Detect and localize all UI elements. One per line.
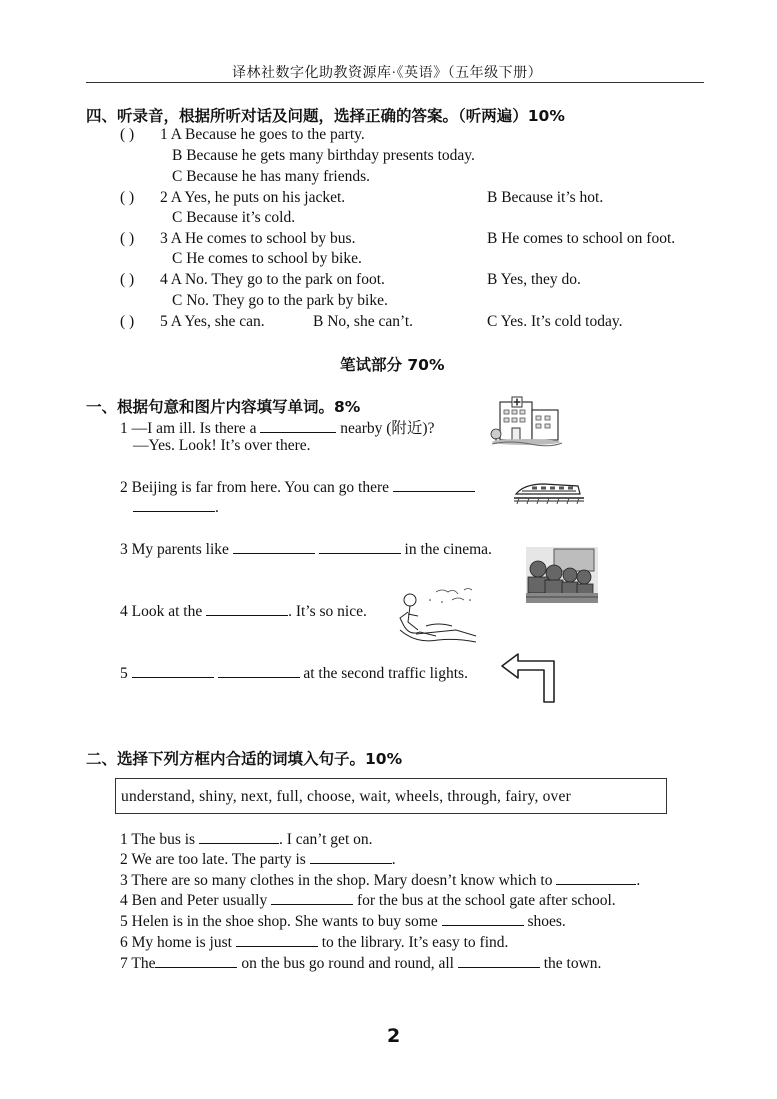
part2-s4-text-a: 4 Ben and Peter usually	[120, 892, 268, 909]
q2-paren: ( )	[120, 189, 135, 206]
q4-option-a: 4 A No. They go to the park on foot.	[160, 271, 385, 288]
q3-paren: ( )	[120, 230, 135, 247]
part2-s7-text-a: 7 The	[120, 955, 156, 972]
q4-paren: ( )	[120, 271, 135, 288]
written-section-title: 笔试部分 70%	[340, 356, 445, 374]
q5-paren: ( )	[120, 313, 135, 330]
q3-option-a: 3 A He comes to school by bus.	[160, 230, 356, 247]
hospital-picture	[490, 396, 564, 448]
part2-s4	[120, 892, 616, 910]
answer-blank[interactable]	[458, 966, 540, 968]
part2-s7-text-b: on the bus go round and round, all	[241, 955, 454, 972]
part2-s3	[120, 872, 640, 890]
answer-blank[interactable]	[218, 676, 300, 678]
q1-option-a: 1 A Because he goes to the party.	[160, 126, 365, 143]
part2-s5-text-a: 5 Helen is in the shoe shop. She wants to buy some	[120, 913, 438, 930]
part1-q1-text-b: nearby (附近)?	[340, 420, 435, 437]
q2-option-b: B Because it’s hot.	[487, 189, 604, 206]
part2-s4-text-b: for the bus at the school gate after school.	[356, 892, 616, 909]
answer-blank[interactable]	[260, 431, 336, 433]
q5-option-c: C Yes. It’s cold today.	[487, 313, 623, 330]
part2-s2	[120, 851, 396, 869]
part2-s7-text-c: the town.	[543, 955, 602, 972]
part2-s2-text-a: 2 We are too late. The party is	[120, 851, 306, 868]
part1-q5-text-a: 5	[120, 665, 128, 682]
part2-s6	[120, 934, 508, 952]
part1-q1-text-a: 1 —I am ill. Is there a	[120, 420, 257, 437]
part1-q5	[120, 665, 468, 683]
part2-s5-text-b: shoes.	[527, 913, 566, 930]
q1-option-b: B Because he gets many birthday presents today.	[172, 147, 475, 164]
part2-s7	[120, 955, 601, 973]
q2-option-a: 2 A Yes, he puts on his jacket.	[160, 189, 346, 206]
answer-blank[interactable]	[155, 966, 237, 968]
part1-q3-text-b: in the cinema.	[404, 541, 492, 558]
answer-blank[interactable]	[132, 676, 214, 678]
part2-s3-text-a: 3 There are so many clothes in the shop. Mary doesn’t know which to	[120, 872, 553, 889]
part2-s5	[120, 913, 566, 931]
q1-option-c: C Because he has many friends.	[172, 168, 370, 185]
part1-q3	[120, 541, 492, 559]
answer-blank[interactable]	[233, 552, 315, 554]
page-number: 2	[387, 1025, 401, 1047]
part1-q4-text-b: . It’s so nice.	[288, 603, 367, 620]
answer-blank[interactable]	[442, 924, 524, 926]
part1-q4-text-a: 4 Look at the	[120, 603, 203, 620]
part2-s6-text-b: to the library. It’s easy to find.	[321, 934, 509, 951]
header-rule	[86, 82, 704, 83]
q3-option-b: B He comes to school on foot.	[487, 230, 676, 247]
part2-title: 二、选择下列方框内合适的词填入句子。10%	[86, 750, 403, 768]
word-bank-words: understand, shiny, next, full, choose, wait, wheels, through, fairy, over	[121, 788, 571, 805]
part2-s3-text-b: .	[636, 872, 641, 889]
part1-q2-text-b: .	[215, 499, 219, 516]
q2-option-c: C Because it’s cold.	[172, 209, 296, 226]
part1-q2-line2	[133, 499, 219, 517]
q1-paren: ( )	[120, 126, 135, 143]
answer-blank[interactable]	[236, 945, 318, 947]
part2-s1	[120, 831, 373, 849]
word-bank-box	[115, 778, 667, 814]
q5-option-b: B No, she can’t.	[313, 313, 414, 330]
answer-blank[interactable]	[133, 510, 215, 512]
train-picture	[514, 478, 584, 506]
answer-blank[interactable]	[271, 903, 353, 905]
part2-s1-text-a: 1 The bus is	[120, 831, 196, 848]
turn-left-arrow-icon	[500, 652, 560, 704]
listening-section-title: 四、听录音，根据所听对话及问题，选择正确的答案。（听两遍）10%	[86, 107, 565, 125]
answer-blank[interactable]	[310, 862, 392, 864]
answer-blank[interactable]	[556, 883, 636, 885]
part1-q5-text-b: at the second traffic lights.	[303, 665, 468, 682]
part1-title: 一、根据句意和图片内容填写单词。8%	[86, 398, 361, 416]
part2-s6-text-a: 6 My home is just	[120, 934, 232, 951]
answer-blank[interactable]	[393, 490, 475, 492]
part1-q1-line2: —Yes. Look! It’s over there.	[133, 437, 311, 454]
answer-blank[interactable]	[206, 614, 288, 616]
part1-q2-line1	[120, 479, 475, 497]
part2-s2-text-b: .	[391, 851, 396, 868]
q4-option-b: B Yes, they do.	[487, 271, 581, 288]
q4-option-c: C No. They go to the park by bike.	[172, 292, 388, 309]
sunset-scene-picture	[396, 586, 480, 648]
part1-q2-text-a: 2 Beijing is far from here. You can go there	[120, 479, 390, 496]
answer-blank[interactable]	[319, 552, 401, 554]
answer-blank[interactable]	[199, 842, 279, 844]
part2-s1-text-b: . I can’t get on.	[278, 831, 373, 848]
q3-option-c: C He comes to school by bike.	[172, 250, 362, 267]
cinema-picture	[526, 547, 598, 603]
part1-q4	[120, 603, 367, 621]
page-header: 译林社数字化助教资源库·《英语》（五年级下册）	[232, 66, 543, 81]
part1-q3-text-a: 3 My parents like	[120, 541, 229, 558]
part1-q1-line1	[120, 416, 434, 438]
q5-option-a: 5 A Yes, she can.	[160, 313, 265, 330]
